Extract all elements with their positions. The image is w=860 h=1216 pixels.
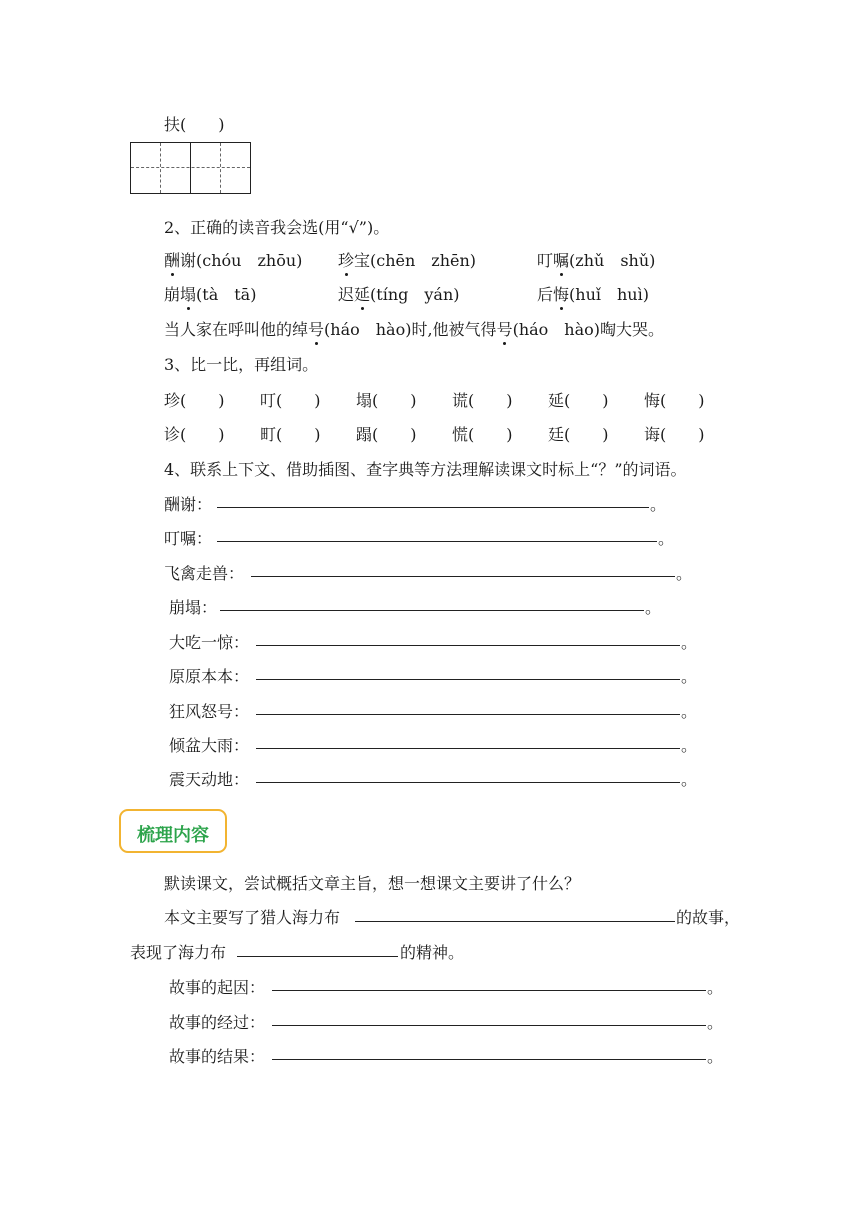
answer-line[interactable] xyxy=(256,782,680,783)
compare-item[interactable]: 谎( ) xyxy=(452,391,513,410)
section-badge: 梳理内容 xyxy=(119,809,227,853)
answer-line[interactable] xyxy=(355,921,675,922)
q2-title: 2、正确的读音我会选(用“√”)。 xyxy=(164,218,390,237)
dotted-char: 塌 xyxy=(180,282,196,305)
dotted-char: 号 xyxy=(308,317,324,340)
summary-line-1-tail: 的故事， xyxy=(676,908,741,927)
dotted-char: 延 xyxy=(354,282,370,305)
summary-line-2-tail: 的精神。 xyxy=(400,943,465,962)
vocab-label: 狂风怒号： xyxy=(169,702,250,721)
answer-line[interactable] xyxy=(217,541,657,542)
summary-line-1-label: 本文主要写了猎人海力布 xyxy=(164,908,341,927)
compare-item[interactable]: 珍( ) xyxy=(164,391,225,410)
answer-line[interactable] xyxy=(217,507,649,508)
answer-line[interactable] xyxy=(256,748,680,749)
compare-item[interactable]: 廷( ) xyxy=(548,425,609,444)
vocab-label: 崩塌： xyxy=(169,598,218,617)
compare-item[interactable]: 町( ) xyxy=(260,425,321,444)
pinyin-choice[interactable]: 叮嘱(zhǔ shǔ) xyxy=(537,248,655,271)
answer-line[interactable] xyxy=(251,576,675,577)
compare-item[interactable]: 诲( ) xyxy=(644,425,705,444)
grid-dashed-line xyxy=(131,167,250,168)
grid-dashed-line xyxy=(220,143,221,193)
vocab-label: 酬谢： xyxy=(164,495,213,514)
pinyin-choice[interactable]: 崩塌(tà tā) xyxy=(164,282,256,305)
answer-line[interactable] xyxy=(272,1059,706,1060)
vocab-label: 原原本本： xyxy=(169,667,250,686)
answer-line[interactable] xyxy=(256,679,680,680)
compare-item[interactable]: 叮( ) xyxy=(260,391,321,410)
vocab-label: 震天动地： xyxy=(169,770,250,789)
compare-item[interactable]: 延( ) xyxy=(548,391,609,410)
compare-item[interactable]: 慌( ) xyxy=(452,425,513,444)
vocab-label: 大吃一惊： xyxy=(169,633,250,652)
dotted-char: 号 xyxy=(497,317,513,340)
answer-line[interactable] xyxy=(237,956,398,957)
q1-char-label: 扶( ) xyxy=(164,115,225,134)
compare-item[interactable]: 悔( ) xyxy=(644,391,705,410)
answer-line[interactable] xyxy=(220,610,644,611)
grid-divider xyxy=(190,143,191,193)
story-label: 故事的结果： xyxy=(169,1047,266,1066)
writing-grid[interactable] xyxy=(130,142,251,194)
compare-item[interactable]: 蹋( ) xyxy=(356,425,417,444)
dotted-char: 嘱 xyxy=(553,248,569,271)
answer-line[interactable] xyxy=(256,714,680,715)
pinyin-choice[interactable]: 珍宝(chēn zhēn) xyxy=(338,248,476,271)
pinyin-choice[interactable]: 酬谢(chóu zhōu) xyxy=(164,248,302,271)
answer-line[interactable] xyxy=(256,645,680,646)
compare-item[interactable]: 塌( ) xyxy=(356,391,417,410)
pinyin-choice[interactable]: 迟延(tíng yán) xyxy=(338,282,460,305)
vocab-label: 倾盆大雨： xyxy=(169,736,250,755)
grid-dashed-line xyxy=(160,143,161,193)
pinyin-sentence[interactable]: 当人家在呼叫他的绰号(háo hào)时,他被气得号(háo hào)啕大哭。 xyxy=(164,317,664,340)
story-label: 故事的起因： xyxy=(169,978,266,997)
dotted-char: 悔 xyxy=(553,282,569,305)
dotted-char: 珍 xyxy=(338,248,354,271)
section-prompt: 默读课文，尝试概括文章主旨，想一想课文主要讲了什么？ xyxy=(164,874,581,893)
summary-line-2-label: 表现了海力布 xyxy=(130,943,227,962)
compare-item[interactable]: 诊( ) xyxy=(164,425,225,444)
vocab-label: 叮嘱： xyxy=(164,529,213,548)
answer-line[interactable] xyxy=(272,990,706,991)
dotted-char: 酬 xyxy=(164,248,180,271)
q4-title: 4、联系上下文、借助插图、查字典等方法理解读课文时标上“？”的词语。 xyxy=(164,460,687,479)
q3-title: 3、比一比，再组词。 xyxy=(164,355,319,374)
answer-line[interactable] xyxy=(272,1025,706,1026)
vocab-label: 飞禽走兽： xyxy=(164,564,245,583)
pinyin-choice[interactable]: 后悔(huǐ huì) xyxy=(537,282,649,305)
story-label: 故事的经过： xyxy=(169,1013,266,1032)
